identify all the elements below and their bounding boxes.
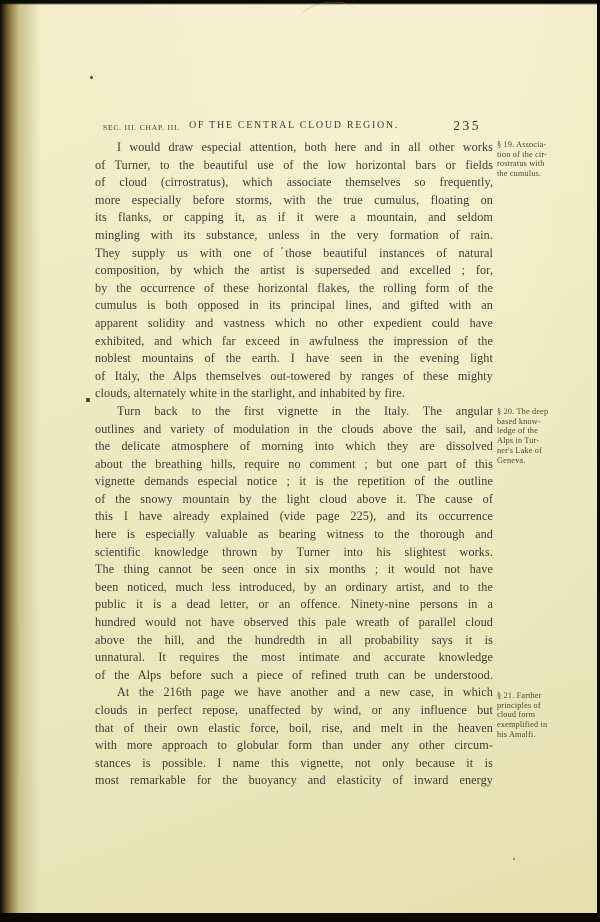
margin-note-line: ner's Lake of bbox=[497, 445, 542, 455]
margin-note-line: tion of the cir- bbox=[497, 149, 548, 159]
page-edge-bottom bbox=[0, 913, 600, 922]
binding-gutter-shadow bbox=[0, 0, 42, 922]
paragraph bbox=[95, 139, 493, 403]
text-line: outlines and variety of modulation in the clouds above the sail, and bbox=[95, 421, 493, 436]
margin-note-line: based know- bbox=[497, 416, 541, 426]
text-line: exhibited, and which far exceed in awfulness the impression of the bbox=[95, 333, 493, 348]
text-line: public it is a dead letter, or an offence. Ninety-nine persons in a bbox=[95, 597, 493, 612]
margin-note-line: the cumulus. bbox=[497, 169, 542, 179]
print-artifact bbox=[86, 398, 90, 402]
text-line: of cloud (cirrostratus), which associate themselves so frequently, bbox=[95, 175, 493, 190]
margin-note-line: cloud form bbox=[497, 710, 536, 720]
text-line: noblest mountains of the earth. I have seen in the evening light bbox=[95, 351, 493, 366]
margin-note-line: § 21. Farther bbox=[497, 691, 542, 700]
text-line: hundred would not have observed this pale wreath of parallel cloud bbox=[95, 615, 493, 630]
text-line: above the hill, and the hundredth in all probability says it is bbox=[95, 632, 493, 647]
margin-note-line: Geneva. bbox=[497, 455, 526, 465]
margin-note-line: exemplified in bbox=[497, 720, 548, 730]
text-line: most remarkable for the buoyancy and elasticity of inward energy bbox=[95, 773, 493, 788]
text-line: apparent solidity and vastness which no other expedient could have bbox=[95, 315, 493, 330]
text-line: that of their own elastic force, boil, rise, and melt in the heaven bbox=[95, 720, 493, 735]
text-line: At the 216th page we have another and a new case, in which bbox=[117, 685, 493, 700]
text-line: composition, by which the artist is superseded and excelled ; for, bbox=[95, 263, 493, 278]
page-number: 235 bbox=[453, 118, 481, 133]
margin-note-line: § 20. The deep bbox=[497, 407, 549, 416]
margin-note-line: rostratus with bbox=[497, 159, 545, 169]
margin-note-line: ledge of the bbox=[497, 426, 539, 436]
margin-note bbox=[497, 407, 577, 465]
paragraph bbox=[95, 684, 493, 790]
text-line: I would draw especial attention, both here and in all other works bbox=[117, 140, 493, 154]
margin-note-line: Alps in Tur- bbox=[497, 436, 540, 446]
text-line: more especially before storms, with the true cumulus, floating on bbox=[95, 192, 493, 207]
print-speck bbox=[90, 76, 93, 79]
text-line: stances is possible. I name this vignette, not only because it is bbox=[95, 755, 493, 770]
text-line: mingling with its substance, unless in the very formation of rain. bbox=[95, 227, 493, 242]
text-line: The thing cannot be seen once in six months ; it would not have bbox=[95, 562, 493, 577]
text-line: cumulus is both opposed in its principal lines, and gifted with an bbox=[95, 298, 493, 313]
text-line: vignette demands especial notice ; it is the repetition of the outline bbox=[95, 474, 493, 489]
text-line: of Italy, the Alps themselves out-towered by ranges of these mighty bbox=[95, 368, 493, 383]
text-line: here is especially valuable as bearing witness to the thorough and bbox=[95, 527, 493, 542]
text-line: clouds in perfect repose, unaffected by wind, or any influence but bbox=[95, 703, 493, 717]
text-line: of the snowy mountain by the light cloud above it. The cause of bbox=[95, 491, 493, 506]
text-line: Turn back to the first vignette in the Italy. The angular bbox=[117, 403, 493, 418]
margin-note bbox=[497, 691, 577, 740]
text-line: about the breathing hills, require no comment ; but one part of this bbox=[95, 456, 493, 471]
text-line: clouds, alternately white in the starlight, and inhabited by fire. bbox=[95, 386, 405, 401]
print-speck bbox=[513, 858, 515, 860]
margin-note-line: his Amalfi. bbox=[497, 729, 536, 739]
text-line: this I have already explained (vide page 225), and its occurrence bbox=[95, 509, 493, 524]
page-edge-top bbox=[0, 0, 600, 5]
page-header bbox=[95, 118, 493, 134]
text-line: of Turner, to the beautiful use of the low horizontal bars or fields bbox=[95, 157, 493, 172]
running-title: OF THE CENTRAL CLOUD REGION. bbox=[188, 120, 400, 131]
margin-note bbox=[497, 140, 577, 179]
text-line: unnatural. It requires the most intimate and accurate knowledge bbox=[95, 650, 493, 665]
text-line: its flanks, or capping it, as if it were a mountain, and seldom bbox=[95, 210, 493, 225]
text-line: They supply us with one of those beautiful instances of natural bbox=[95, 245, 493, 260]
section-chapter-label: SEC. III. CHAP. III. bbox=[103, 123, 181, 132]
body-text bbox=[95, 139, 493, 790]
text-line: the delicate atmosphere of morning into which they are dissolved bbox=[95, 439, 493, 454]
text-line: scientific knowledge thrown by Turner into his slightest works. bbox=[95, 544, 493, 559]
margin-note-line: § 19. Associa- bbox=[497, 140, 547, 149]
margin-note-line: principles of bbox=[497, 700, 541, 710]
text-line: of the Alps before such a piece of refined truth can be understood. bbox=[95, 667, 493, 682]
text-line: with more approach to globular form than under any other circum- bbox=[95, 738, 493, 753]
text-line: been noticed, much less introduced, by an ordinary artist, and to the bbox=[95, 579, 493, 594]
paragraph bbox=[95, 403, 493, 685]
text-line: by the occurrence of these horizontal flakes, the rolling form of the bbox=[95, 280, 493, 295]
